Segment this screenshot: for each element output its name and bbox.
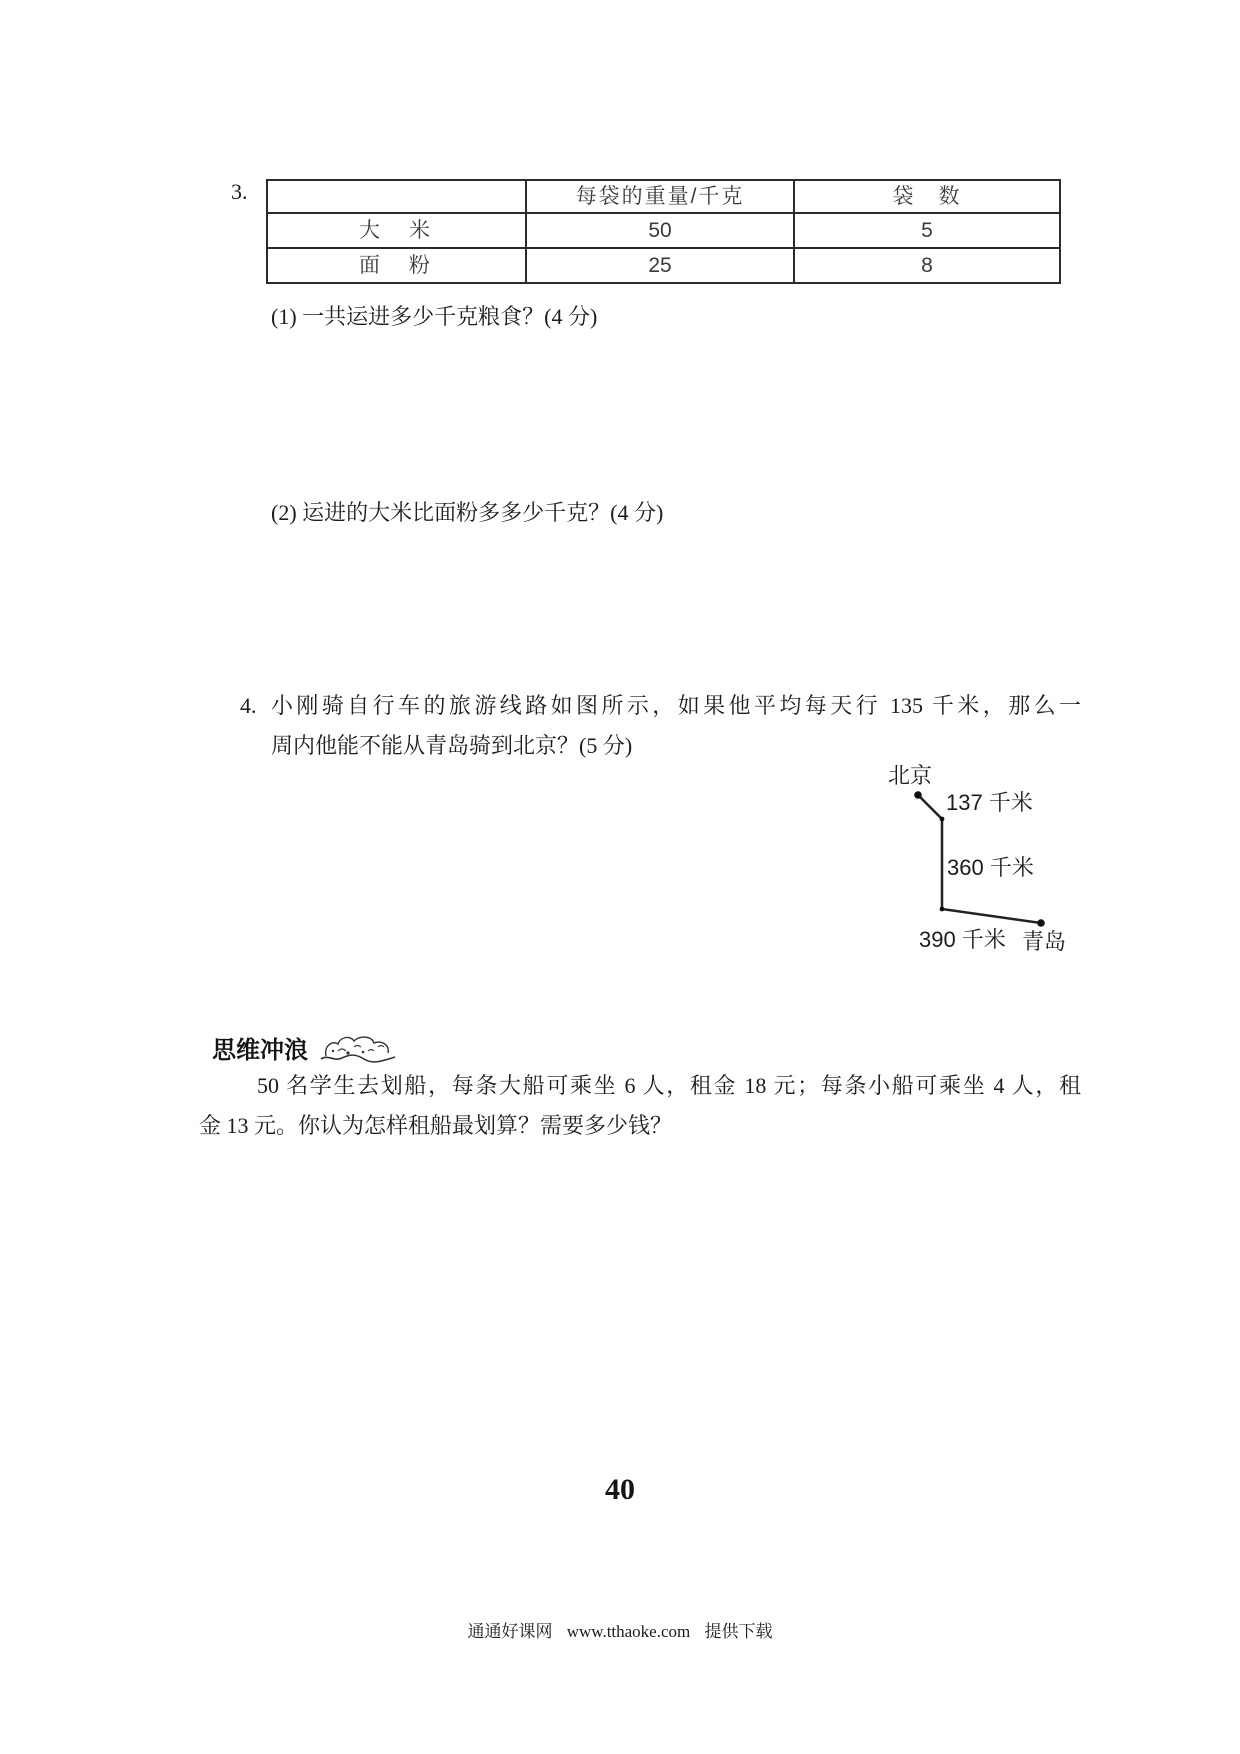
flour-label: 面 粉: [267, 248, 526, 283]
challenge-line-2: 金 13 元。你认为怎样租船最划算？需要多少钱？: [199, 1113, 673, 1138]
table-row: [267, 248, 1060, 283]
beijing-point: [914, 791, 922, 799]
footer-credit: 通通好课网 www.tthaoke.com 提供下载: [467, 1622, 773, 1641]
segment-label-2: 360 千米: [947, 855, 1034, 880]
qingdao-point: [1037, 919, 1045, 927]
table-header-row: [267, 180, 1060, 213]
question-4-number: 4.: [240, 693, 257, 718]
table-row: [267, 213, 1060, 248]
weight-per-bag-header: 每袋的重量/千克: [526, 180, 794, 213]
segment-label-1: 137 千米: [946, 790, 1033, 815]
question-3-number: 3.: [231, 179, 248, 204]
sub-question-2: (2) 运进的大米比面粉多多少千克？(4 分): [271, 500, 664, 525]
segment-label-3: 390 千米: [919, 927, 1006, 952]
route-bend-point: [940, 907, 945, 912]
qingdao-label: 青岛: [1022, 929, 1067, 954]
rice-bag-count: 5: [794, 213, 1060, 248]
route-bend-point: [940, 817, 945, 822]
wave-doodle-icon: [318, 1032, 398, 1064]
flour-bag-count: 8: [794, 248, 1060, 283]
beijing-label: 北京: [888, 763, 933, 788]
flour-weight: 25: [526, 248, 794, 283]
challenge-line-1: 50 名学生去划船，每条大船可乘坐 6 人，租金 18 元；每条小船可乘坐 4 人，租: [257, 1073, 1081, 1098]
section-heading: 思维冲浪: [212, 1037, 308, 1064]
page-number: 40: [605, 1473, 635, 1506]
sub-question-1: (1) 一共运进多少千克粮食？(4 分): [271, 304, 598, 329]
bag-count-header: 袋 数: [794, 180, 1060, 213]
table-corner-cell: [267, 180, 526, 213]
grain-table: [266, 179, 1061, 284]
route-diagram: [870, 750, 1090, 965]
rice-weight: 50: [526, 213, 794, 248]
rice-label: 大 米: [267, 213, 526, 248]
question-4-line-1: 小刚骑自行车的旅游线路如图所示，如果他平均每天行 135 千米，那么一: [271, 693, 1081, 718]
question-4-line-2: 周内他能不能从青岛骑到北京？(5 分): [271, 733, 633, 758]
